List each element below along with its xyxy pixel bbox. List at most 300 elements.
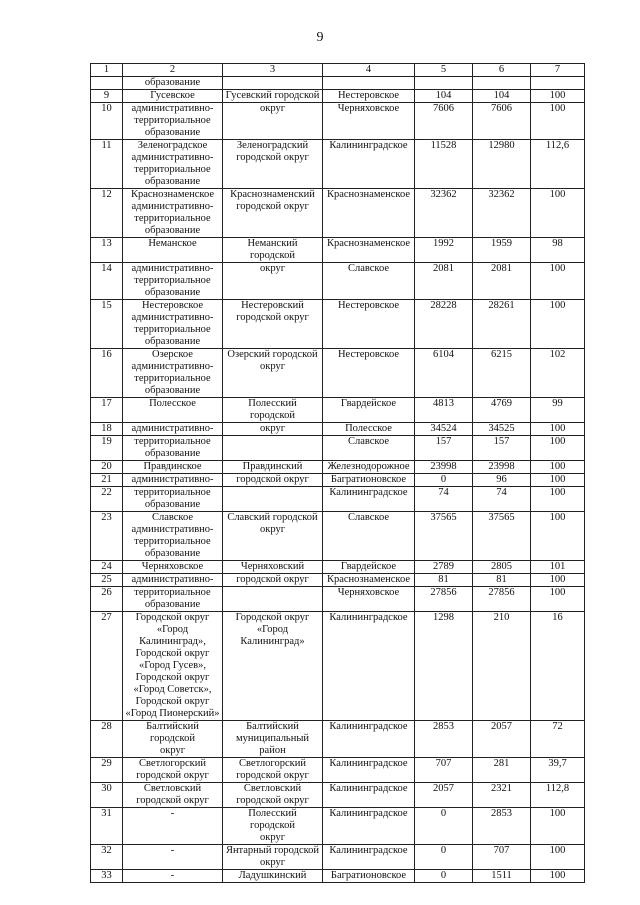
zone-cell xyxy=(323,436,415,461)
zone-cell-text: Железнодорожное xyxy=(327,461,410,472)
entity-cell xyxy=(123,587,223,612)
percent-cell xyxy=(531,561,585,574)
value-cell xyxy=(415,263,473,300)
value-cell xyxy=(415,349,473,398)
percent-cell xyxy=(531,238,585,263)
entity-cell xyxy=(123,870,223,883)
value-cell-text: 2805 xyxy=(491,561,512,572)
zone-cell xyxy=(323,474,415,487)
value-cell xyxy=(473,808,531,845)
value-cell xyxy=(415,103,473,140)
row-number-cell-text: 32 xyxy=(101,845,112,856)
row-number-cell-text: 31 xyxy=(101,808,112,819)
page-number: 9 xyxy=(316,30,324,45)
percent-cell-text: 100 xyxy=(549,487,566,498)
entity-cell-text: административно- xyxy=(131,474,214,485)
value-cell xyxy=(473,870,531,883)
district-cell-text: округ xyxy=(259,423,286,434)
entity-cell-text: - xyxy=(170,845,175,856)
district-cell-text: Озерский городской округ xyxy=(227,349,318,372)
district-cell-text: Краснознаменский городской округ xyxy=(230,189,315,212)
value-cell-text: 2057 xyxy=(491,721,512,732)
table-row xyxy=(91,436,585,461)
value-cell xyxy=(415,574,473,587)
value-cell-text: 2081 xyxy=(491,263,512,274)
percent-cell xyxy=(531,487,585,512)
value-cell-text: 104 xyxy=(435,90,452,101)
percent-cell-text: 72 xyxy=(552,721,563,732)
district-cell-text: Неманский городской xyxy=(247,238,298,261)
zone-cell xyxy=(323,263,415,300)
percent-cell xyxy=(531,189,585,238)
zone-cell xyxy=(323,77,415,90)
percent-cell xyxy=(531,721,585,758)
value-cell xyxy=(473,487,531,512)
district-cell xyxy=(223,512,323,561)
zone-cell-text: Краснознаменское xyxy=(326,189,411,200)
value-cell-text: 707 xyxy=(435,758,452,769)
row-number-cell-text: 24 xyxy=(101,561,112,572)
district-cell xyxy=(223,561,323,574)
district-cell xyxy=(223,90,323,103)
value-cell xyxy=(415,845,473,870)
percent-cell-text: 99 xyxy=(552,398,563,409)
value-cell xyxy=(415,612,473,721)
district-cell xyxy=(223,845,323,870)
table-row xyxy=(91,300,585,349)
value-cell-text: 32362 xyxy=(430,189,457,200)
district-cell xyxy=(223,103,323,140)
table-row xyxy=(91,103,585,140)
percent-cell-text: 100 xyxy=(549,263,566,274)
zone-cell-text: Багратионовское xyxy=(330,870,407,881)
value-cell xyxy=(473,140,531,189)
percent-cell xyxy=(531,461,585,474)
percent-cell-text: 100 xyxy=(549,808,566,819)
entity-cell xyxy=(123,263,223,300)
percent-cell xyxy=(531,263,585,300)
value-cell-text: 281 xyxy=(493,758,510,769)
percent-cell-text: 100 xyxy=(549,574,566,585)
row-number-cell xyxy=(91,783,123,808)
value-cell xyxy=(415,398,473,423)
entity-cell-text: территориальное образование xyxy=(134,587,211,610)
district-cell xyxy=(223,140,323,189)
entity-cell xyxy=(123,461,223,474)
table-row xyxy=(91,587,585,612)
district-cell-text: Нестеровский городской округ xyxy=(236,300,309,323)
percent-cell-text: 98 xyxy=(552,238,563,249)
value-cell xyxy=(415,300,473,349)
value-cell-text: 7606 xyxy=(491,103,512,114)
entity-cell xyxy=(123,398,223,423)
value-cell-text: 11528 xyxy=(430,140,457,151)
table-row xyxy=(91,845,585,870)
table-row xyxy=(91,758,585,783)
value-cell xyxy=(415,561,473,574)
entity-cell xyxy=(123,612,223,721)
entity-cell-text: - xyxy=(170,808,175,819)
row-number-cell xyxy=(91,870,123,883)
zone-cell xyxy=(323,423,415,436)
row-number-cell-text: 15 xyxy=(101,300,112,311)
district-cell xyxy=(223,474,323,487)
table-row xyxy=(91,398,585,423)
district-cell-text: Янтарный городской округ xyxy=(225,845,320,868)
entity-cell xyxy=(123,758,223,783)
row-number-cell-text: 18 xyxy=(101,423,112,434)
row-number-cell xyxy=(91,561,123,574)
zone-cell xyxy=(323,574,415,587)
entity-cell-text: административно- территориальное образование xyxy=(131,103,214,138)
row-number-cell xyxy=(91,140,123,189)
zone-cell-text: Черняховское xyxy=(337,587,400,598)
entity-cell-text: административно- xyxy=(131,423,214,434)
row-number-cell xyxy=(91,612,123,721)
row-number-cell-text: 17 xyxy=(101,398,112,409)
row-number-cell xyxy=(91,77,123,90)
district-cell xyxy=(223,870,323,883)
value-cell xyxy=(473,90,531,103)
zone-cell xyxy=(323,461,415,474)
header-cell: 6 xyxy=(473,64,531,77)
row-number-cell xyxy=(91,758,123,783)
entity-cell xyxy=(123,474,223,487)
percent-cell-text: 100 xyxy=(549,103,566,114)
row-number-cell-text: 22 xyxy=(101,487,112,498)
percent-cell-text: 100 xyxy=(549,512,566,523)
value-cell-text: 81 xyxy=(438,574,449,585)
row-number-cell-text: 13 xyxy=(101,238,112,249)
entity-cell-text: Нестеровское административно- территориальное образование xyxy=(131,300,214,347)
value-cell-text: 23998 xyxy=(430,461,457,472)
district-cell xyxy=(223,808,323,845)
value-cell xyxy=(415,238,473,263)
district-cell-text: Балтийский муниципальный район xyxy=(235,721,310,756)
entity-cell xyxy=(123,77,223,90)
district-cell-text: Светлогорский городской округ xyxy=(236,758,309,781)
value-cell-text: 12980 xyxy=(488,140,515,151)
district-cell xyxy=(223,263,323,300)
row-number-cell xyxy=(91,300,123,349)
percent-cell xyxy=(531,349,585,398)
table-row xyxy=(91,189,585,238)
value-cell-text: 34525 xyxy=(488,423,515,434)
district-cell xyxy=(223,721,323,758)
percent-cell-text: 16 xyxy=(552,612,563,623)
row-number-cell-text: 25 xyxy=(101,574,112,585)
entity-cell-text: Черняховское xyxy=(141,561,204,572)
row-number-cell-text: 23 xyxy=(101,512,112,523)
entity-cell xyxy=(123,783,223,808)
district-cell-text: городской округ xyxy=(236,474,309,485)
value-cell xyxy=(473,721,531,758)
value-cell-text: 37565 xyxy=(430,512,457,523)
district-cell xyxy=(223,349,323,398)
entity-cell xyxy=(123,103,223,140)
row-number-cell xyxy=(91,587,123,612)
district-cell-text: Правдинский xyxy=(242,461,303,472)
zone-cell-text: Славское xyxy=(347,512,390,523)
district-cell-text: Полесский городской xyxy=(248,398,297,421)
zone-cell-text: Нестеровское xyxy=(337,349,400,360)
zone-cell-text: Гвардейское xyxy=(340,398,397,409)
value-cell xyxy=(415,474,473,487)
table-row xyxy=(91,512,585,561)
district-cell-text: городской округ xyxy=(236,574,309,585)
value-cell-text: 104 xyxy=(493,90,510,101)
district-cell-text: Славский городской округ xyxy=(227,512,318,535)
header-cell: 4 xyxy=(323,64,415,77)
percent-cell xyxy=(531,783,585,808)
header-cell: 2 xyxy=(123,64,223,77)
value-cell-text: 1992 xyxy=(433,238,454,249)
entity-cell xyxy=(123,574,223,587)
row-number-cell xyxy=(91,574,123,587)
percent-cell-text: 100 xyxy=(549,870,566,881)
zone-cell-text: Калининградское xyxy=(329,487,408,498)
zone-cell xyxy=(323,721,415,758)
header-cell: 5 xyxy=(415,64,473,77)
percent-cell xyxy=(531,77,585,90)
percent-cell xyxy=(531,512,585,561)
value-cell xyxy=(415,808,473,845)
zone-cell-text: Полесское xyxy=(345,423,392,434)
zone-cell-text: Гвардейское xyxy=(340,561,397,572)
entity-cell-text: Краснознаменское административно- территориальное образование xyxy=(130,189,215,236)
percent-cell-text: 112,6 xyxy=(545,140,570,151)
value-cell-text: 74 xyxy=(496,487,507,498)
percent-cell-text: 100 xyxy=(549,90,566,101)
row-number-cell xyxy=(91,436,123,461)
district-cell xyxy=(223,300,323,349)
value-cell-text: 707 xyxy=(493,845,510,856)
percent-cell xyxy=(531,90,585,103)
value-cell xyxy=(473,423,531,436)
value-cell-text: 96 xyxy=(496,474,507,485)
percent-cell xyxy=(531,140,585,189)
entity-cell-text: образование xyxy=(144,77,201,88)
district-cell-text: округ xyxy=(259,103,286,114)
value-cell-text: 157 xyxy=(493,436,510,447)
value-cell xyxy=(473,103,531,140)
row-number-cell-text: 10 xyxy=(101,103,112,114)
value-cell-text: 4813 xyxy=(433,398,454,409)
value-cell xyxy=(415,758,473,783)
value-cell xyxy=(473,263,531,300)
entity-cell-text: Балтийский городской округ xyxy=(146,721,199,756)
table-row xyxy=(91,870,585,883)
percent-cell-text: 101 xyxy=(549,561,566,572)
value-cell xyxy=(473,349,531,398)
value-cell xyxy=(473,238,531,263)
table-row xyxy=(91,423,585,436)
row-number-cell xyxy=(91,721,123,758)
row-number-cell-text: 14 xyxy=(101,263,112,274)
row-number-cell-text: 20 xyxy=(101,461,112,472)
row-number-cell-text: 27 xyxy=(101,612,112,623)
value-cell xyxy=(473,574,531,587)
zone-cell-text: Краснознаменское xyxy=(326,238,411,249)
entity-cell-text: Светловский городской округ xyxy=(136,783,209,806)
table-header-row xyxy=(91,64,585,77)
row-number-cell-text: 29 xyxy=(101,758,112,769)
percent-cell xyxy=(531,758,585,783)
percent-cell xyxy=(531,423,585,436)
district-cell xyxy=(223,487,323,512)
zone-cell-text: Нестеровское xyxy=(337,300,400,311)
district-cell xyxy=(223,758,323,783)
percent-cell-text: 102 xyxy=(549,349,566,360)
entity-cell-text: Городской округ «Город Калининград», Городской округ «Город Гусев», Городской округ «Город Советск», Городской округ «Город Пионерский» xyxy=(125,612,220,719)
row-number-cell xyxy=(91,90,123,103)
zone-cell-text: Славское xyxy=(347,436,390,447)
header-cell: 7 xyxy=(531,64,585,77)
row-number-cell-text: 9 xyxy=(103,90,110,101)
value-cell xyxy=(415,870,473,883)
entity-cell-text: - xyxy=(170,870,175,881)
entity-cell xyxy=(123,721,223,758)
entity-cell-text: Зеленоградское административно- территориальное образование xyxy=(131,140,214,187)
district-cell-text: Зеленоградский городской округ xyxy=(236,140,309,163)
percent-cell-text: 100 xyxy=(549,461,566,472)
district-cell xyxy=(223,574,323,587)
value-cell-text: 157 xyxy=(435,436,452,447)
zone-cell xyxy=(323,612,415,721)
zone-cell xyxy=(323,487,415,512)
value-cell-text: 4769 xyxy=(491,398,512,409)
district-cell xyxy=(223,612,323,721)
zone-cell-text: Багратионовское xyxy=(330,474,407,485)
zone-cell-text: Нестеровское xyxy=(337,90,400,101)
percent-cell xyxy=(531,103,585,140)
entity-cell-text: территориальное образование xyxy=(134,436,211,459)
value-cell xyxy=(473,783,531,808)
entity-cell xyxy=(123,808,223,845)
row-number-cell xyxy=(91,263,123,300)
district-cell xyxy=(223,423,323,436)
row-number-cell xyxy=(91,461,123,474)
zone-cell-text: Калининградское xyxy=(329,721,408,732)
entity-cell-text: Озерское административно- территориальное образование xyxy=(131,349,214,396)
header-cell: 1 xyxy=(91,64,123,77)
row-number-cell xyxy=(91,808,123,845)
row-number-cell-text: 21 xyxy=(101,474,112,485)
table-row xyxy=(91,77,585,90)
entity-cell xyxy=(123,140,223,189)
district-cell xyxy=(223,461,323,474)
zone-cell xyxy=(323,189,415,238)
row-number-cell xyxy=(91,487,123,512)
zone-cell-text: Калининградское xyxy=(329,783,408,794)
value-cell xyxy=(473,436,531,461)
row-number-cell-text: 12 xyxy=(101,189,112,200)
zone-cell-text: Славское xyxy=(347,263,390,274)
entity-cell xyxy=(123,238,223,263)
zone-cell xyxy=(323,398,415,423)
entity-cell-text: территориальное образование xyxy=(134,487,211,510)
percent-cell-text: 100 xyxy=(549,189,566,200)
table-row xyxy=(91,238,585,263)
row-number-cell xyxy=(91,423,123,436)
value-cell xyxy=(415,77,473,90)
row-number-cell xyxy=(91,398,123,423)
table-row xyxy=(91,461,585,474)
value-cell xyxy=(415,423,473,436)
district-cell xyxy=(223,77,323,90)
zone-cell-text: Калининградское xyxy=(329,758,408,769)
percent-cell xyxy=(531,870,585,883)
zone-cell-text: Калининградское xyxy=(329,612,408,623)
zone-cell xyxy=(323,300,415,349)
row-number-cell-text: 11 xyxy=(101,140,112,151)
value-cell xyxy=(473,587,531,612)
value-cell xyxy=(473,398,531,423)
value-cell-text: 23998 xyxy=(488,461,515,472)
value-cell-text: 2081 xyxy=(433,263,454,274)
percent-cell-text: 100 xyxy=(549,423,566,434)
value-cell-text: 1511 xyxy=(491,870,512,881)
percent-cell-text: 39,7 xyxy=(548,758,567,769)
entity-cell xyxy=(123,300,223,349)
value-cell-text: 1298 xyxy=(433,612,454,623)
table-row xyxy=(91,721,585,758)
table-row xyxy=(91,612,585,721)
value-cell-text: 28261 xyxy=(488,300,515,311)
value-cell-text: 7606 xyxy=(433,103,454,114)
district-cell-text: округ xyxy=(259,263,286,274)
row-number-cell-text: 33 xyxy=(101,870,112,881)
table-row xyxy=(91,263,585,300)
district-cell xyxy=(223,398,323,423)
row-number-cell-text: 26 xyxy=(101,587,112,598)
entity-cell xyxy=(123,487,223,512)
percent-cell xyxy=(531,398,585,423)
zone-cell xyxy=(323,140,415,189)
header-cell: 3 xyxy=(223,64,323,77)
row-number-cell xyxy=(91,512,123,561)
zone-cell-text: Краснознаменское xyxy=(326,574,411,585)
table-row xyxy=(91,783,585,808)
table-body xyxy=(91,64,585,883)
zone-cell xyxy=(323,870,415,883)
entity-cell xyxy=(123,512,223,561)
row-number-cell xyxy=(91,349,123,398)
entity-cell xyxy=(123,189,223,238)
percent-cell xyxy=(531,300,585,349)
table-row xyxy=(91,561,585,574)
zone-cell-text: Калининградское xyxy=(329,808,408,819)
district-cell xyxy=(223,238,323,263)
entity-cell xyxy=(123,436,223,461)
row-number-cell xyxy=(91,189,123,238)
value-cell xyxy=(473,561,531,574)
percent-cell xyxy=(531,845,585,870)
district-cell-text: Гусевский городской xyxy=(225,90,320,101)
table-row xyxy=(91,487,585,512)
data-table xyxy=(90,63,585,883)
percent-cell xyxy=(531,474,585,487)
row-number-cell-text: 16 xyxy=(101,349,112,360)
district-cell xyxy=(223,587,323,612)
value-cell-text: 0 xyxy=(440,870,447,881)
value-cell xyxy=(473,474,531,487)
percent-cell-text: 100 xyxy=(549,300,566,311)
district-cell xyxy=(223,189,323,238)
district-cell xyxy=(223,783,323,808)
zone-cell xyxy=(323,90,415,103)
entity-cell xyxy=(123,349,223,398)
